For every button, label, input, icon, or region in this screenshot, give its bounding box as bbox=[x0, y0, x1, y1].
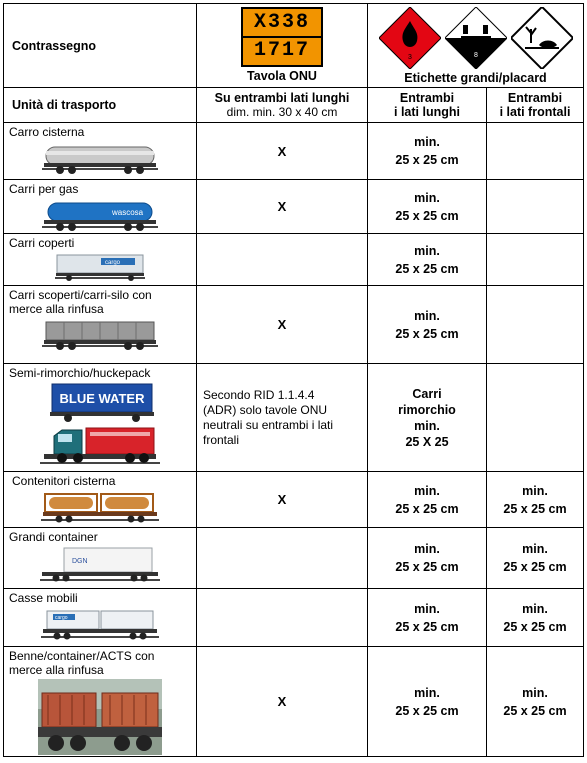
onu-mark bbox=[197, 234, 368, 286]
covered-wagon-icon bbox=[53, 252, 147, 282]
svg-text:BLUE WATER: BLUE WATER bbox=[59, 391, 145, 406]
front-sides-dim: min. 25 x 25 cm bbox=[487, 589, 584, 647]
table-row bbox=[4, 589, 584, 647]
long-sides-dim: min. 25 x 25 cm bbox=[368, 647, 487, 757]
unit-cell: Carri per gas wascosa bbox=[4, 180, 197, 234]
unit-cell: Casse mobili cargo bbox=[4, 589, 197, 647]
long-sides-dim: min. 25 x 25 cm bbox=[368, 123, 487, 180]
table-row bbox=[4, 234, 584, 286]
unit-cell: Grandi container DGN bbox=[4, 528, 197, 589]
onu-mark: X bbox=[197, 647, 368, 757]
onu-substance-number: 1717 bbox=[253, 39, 310, 62]
onu-mark: X bbox=[197, 180, 368, 234]
table-row bbox=[4, 472, 584, 528]
front-sides-dim bbox=[487, 286, 584, 364]
units-label: Unità di trasporto bbox=[4, 88, 197, 123]
long-sides-dim: Carri rimorchio min. 25 X 25 bbox=[368, 364, 487, 472]
tank-container-icon bbox=[39, 490, 161, 524]
table-row bbox=[4, 528, 584, 589]
unit-cell: Carri coperti cargo bbox=[4, 234, 197, 286]
tank-wagon-icon bbox=[40, 141, 160, 175]
long-sides-dim: min. 25 x 25 cm bbox=[368, 472, 487, 528]
table-row bbox=[4, 286, 584, 364]
table-row bbox=[4, 123, 584, 180]
placard-caption: Etichette grandi/placard bbox=[404, 71, 547, 85]
front-sides-dim bbox=[487, 234, 584, 286]
unit-cell: Benne/container/ACTS con merce alla rinfusa bbox=[4, 647, 197, 757]
front-sides-dim bbox=[487, 364, 584, 472]
onu-plate-cell bbox=[197, 4, 368, 88]
large-container-icon bbox=[38, 546, 162, 584]
table-row bbox=[4, 364, 584, 472]
swap-body-icon bbox=[39, 607, 161, 641]
onu-orange-plate bbox=[241, 7, 323, 67]
environment-hazard-placard-icon bbox=[511, 7, 573, 69]
front-sides-dim: min. 25 x 25 cm bbox=[487, 528, 584, 589]
marking-label: Contrassegno bbox=[4, 4, 197, 88]
semitrailer-icon bbox=[38, 382, 162, 468]
unit-cell: Carro cisterna bbox=[4, 123, 197, 180]
table-row bbox=[4, 647, 584, 757]
svg-text:8: 8 bbox=[473, 52, 478, 59]
corrosive-placard-icon bbox=[445, 7, 507, 69]
svg-text:cargo: cargo bbox=[55, 615, 68, 621]
long-sides-dim: min. 25 x 25 cm bbox=[368, 528, 487, 589]
onu-mark bbox=[197, 589, 368, 647]
header-row-marking bbox=[4, 4, 584, 88]
front-sides-dim bbox=[487, 180, 584, 234]
open-wagon-icon bbox=[40, 318, 160, 350]
long-sides-dim: min. 25 x 25 cm bbox=[368, 286, 487, 364]
onu-note: Secondo RID 1.1.4.4 (ADR) solo tavole ONU neutrali su entrambi i lati frontali bbox=[197, 364, 368, 472]
long-sides-dim: min. 25 x 25 cm bbox=[368, 234, 487, 286]
onu-hazard-code: X338 bbox=[253, 11, 310, 34]
svg-text:DGN: DGN bbox=[72, 558, 88, 565]
acts-container-photo bbox=[38, 679, 162, 755]
front-sides-dim: min. 25 x 25 cm bbox=[487, 472, 584, 528]
svg-text:cargo: cargo bbox=[105, 260, 121, 266]
table-row bbox=[4, 180, 584, 234]
front-sides-dim: min. 25 x 25 cm bbox=[487, 647, 584, 757]
flammable-liquid-placard-icon bbox=[379, 7, 441, 69]
col-front-sides-header: Entrambi i lati frontali bbox=[487, 88, 584, 123]
onu-mark: X bbox=[197, 472, 368, 528]
svg-text:3: 3 bbox=[407, 54, 412, 61]
front-sides-dim bbox=[487, 123, 584, 180]
onu-mark: X bbox=[197, 286, 368, 364]
onu-mark: X bbox=[197, 123, 368, 180]
unit-cell: Contenitori cisterna bbox=[4, 472, 197, 528]
header-row-columns bbox=[4, 88, 584, 123]
placard-cell bbox=[368, 4, 584, 88]
long-sides-dim: min. 25 x 25 cm bbox=[368, 180, 487, 234]
unit-cell: Carri scoperti/carri-silo con merce alla rinfusa bbox=[4, 286, 197, 364]
long-sides-dim: min. 25 x 25 cm bbox=[368, 589, 487, 647]
onu-mark bbox=[197, 528, 368, 589]
svg-text:wascosa: wascosa bbox=[112, 208, 144, 217]
unit-cell: Semi-rimorchio/huckepack BLUE WATER bbox=[4, 364, 197, 472]
gas-wagon-icon bbox=[40, 198, 160, 232]
col-onu-header: Su entrambi lati lunghi dim. min. 30 x 40 cm bbox=[197, 88, 368, 123]
onu-caption: Tavola ONU bbox=[247, 69, 317, 83]
marking-table bbox=[3, 3, 584, 757]
col-long-sides-header: Entrambi i lati lunghi bbox=[368, 88, 487, 123]
